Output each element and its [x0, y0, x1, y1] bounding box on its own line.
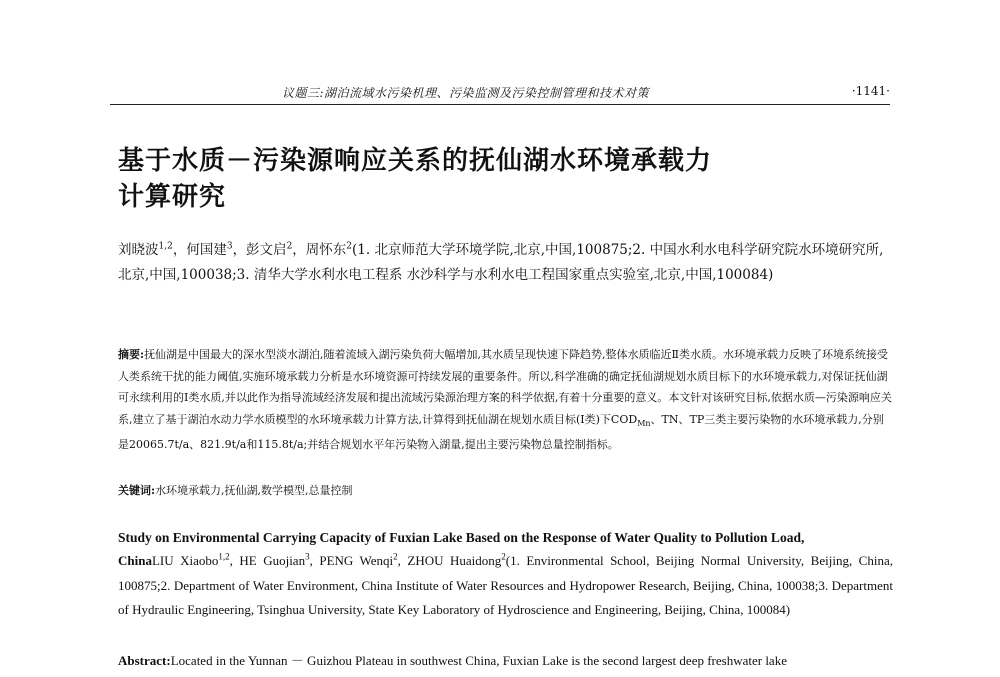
running-head — [110, 84, 890, 105]
author-affiliation-mark: 2 — [393, 551, 398, 562]
author-name: 刘晓波 — [118, 242, 159, 258]
author-affiliation-mark: 2 — [286, 241, 293, 252]
abstract-label-cn: 摘要: — [118, 348, 145, 361]
title-continuation: China — [118, 553, 152, 568]
keywords-cn — [118, 480, 893, 501]
abstract-subscript: Mn — [637, 418, 651, 428]
author-affiliation-mark: 2 — [346, 241, 353, 252]
keywords-label-cn: 关键词: — [118, 484, 156, 497]
abstract-label-en: Abstract: — [118, 653, 171, 668]
author-affiliation-mark: 3 — [226, 241, 233, 252]
title-line-1: 基于水质－污染源响应关系的抚仙湖水环境承载力 — [118, 146, 713, 176]
author-affiliation-mark: 1,2 — [218, 551, 230, 562]
author-name: , PENG Wenqi — [309, 553, 394, 568]
keywords-text-cn: 水环境承载力,抚仙湖,数学模型,总量控制 — [155, 484, 353, 497]
author-name: , HE Guojian — [229, 553, 306, 568]
affiliations-en: (1. Environmental School, Beijing Normal University, Beijing, China, 100875;2. Department of Water Environment, China Institute of Water Resources and Hydropower Research, Beijing, China, 100038;3. Department of Hydraulic Engineering, Tsinghua University, State Key Laboratory of Hydroscience and Engineering, Beijing, China, 100084) — [118, 553, 893, 617]
running-head-topic: 议题三:湖泊流域水污染机理、污染监测及污染控制管理和技术对策 — [282, 86, 650, 100]
title-line-2: 计算研究 — [118, 182, 227, 212]
abstract-text-en: Located in the Yunnan － Guizhou Plateau in southwest China, Fuxian Lake is the second largest deep freshwater lake — [170, 653, 787, 668]
abstract-en — [118, 650, 893, 672]
author-name: LIU Xiaobo — [151, 553, 219, 568]
abstract-text-cn-2: 、TN、TP三类主要污染物的水环境承载力,分别是20065.7t/a、821.9t/a和115.8t/a;并结合规划水平年污染物入湖量,提出主要污染物总量控制指标。 — [118, 412, 884, 452]
affiliations-cn: (1. 北京师范大学环境学院,北京,中国,100875;2. 中国水利水电科学研究院水环境研究所,北京,中国,100038;3. 清华大学水利水电工程系 水沙科学与水利水电工程国家重点实验室,北京,中国,100084) — [118, 242, 884, 283]
author-name: ，何国建 — [172, 242, 227, 258]
author-name: , ZHOU Huaidong — [397, 553, 502, 568]
authors-cn — [118, 238, 893, 288]
author-name: ，彭文启 — [232, 242, 287, 258]
author-affiliation-mark: 2 — [501, 551, 506, 562]
paper-title-cn — [118, 143, 818, 215]
author-affiliation-mark: 3 — [305, 551, 310, 562]
author-affiliation-mark: 1,2 — [158, 241, 173, 252]
author-name: ，周怀东 — [292, 242, 347, 258]
authors-en — [118, 549, 893, 623]
abstract-text-cn: 抚仙湖是中国最大的深水型淡水湖泊,随着流域入湖污染负荷大幅增加,其水质呈现快速下降趋势,整体水质临近Ⅱ类水质。水环境承载力反映了环境系统接受人类系统干扰的能力阈值,实施环境承载力分析是水环境资源可持续发展的重要条件。所以,科学准确的确定抚仙湖规划水质目标下的水环境承载力,对保证抚仙湖可永续利用的Ⅰ类水质,并以此作为指导流域经济发展和提出流域污染源治理方案的科学依据,有着十分重要的意义。本文针对该研究目标,依据水质—污染源响应关系,建立了基于湖泊水动力学水质模型的水环境承载力计算方法,计算得到抚仙湖在规划水质目标(Ⅰ类)下COD — [118, 348, 892, 426]
paper-title-en: Study on Environmental Carrying Capacity of Fuxian Lake Based on the Response of Water Quality to Pollution Load, — [118, 530, 805, 545]
page-number: ·1141· — [851, 84, 890, 98]
abstract-cn — [118, 344, 893, 456]
